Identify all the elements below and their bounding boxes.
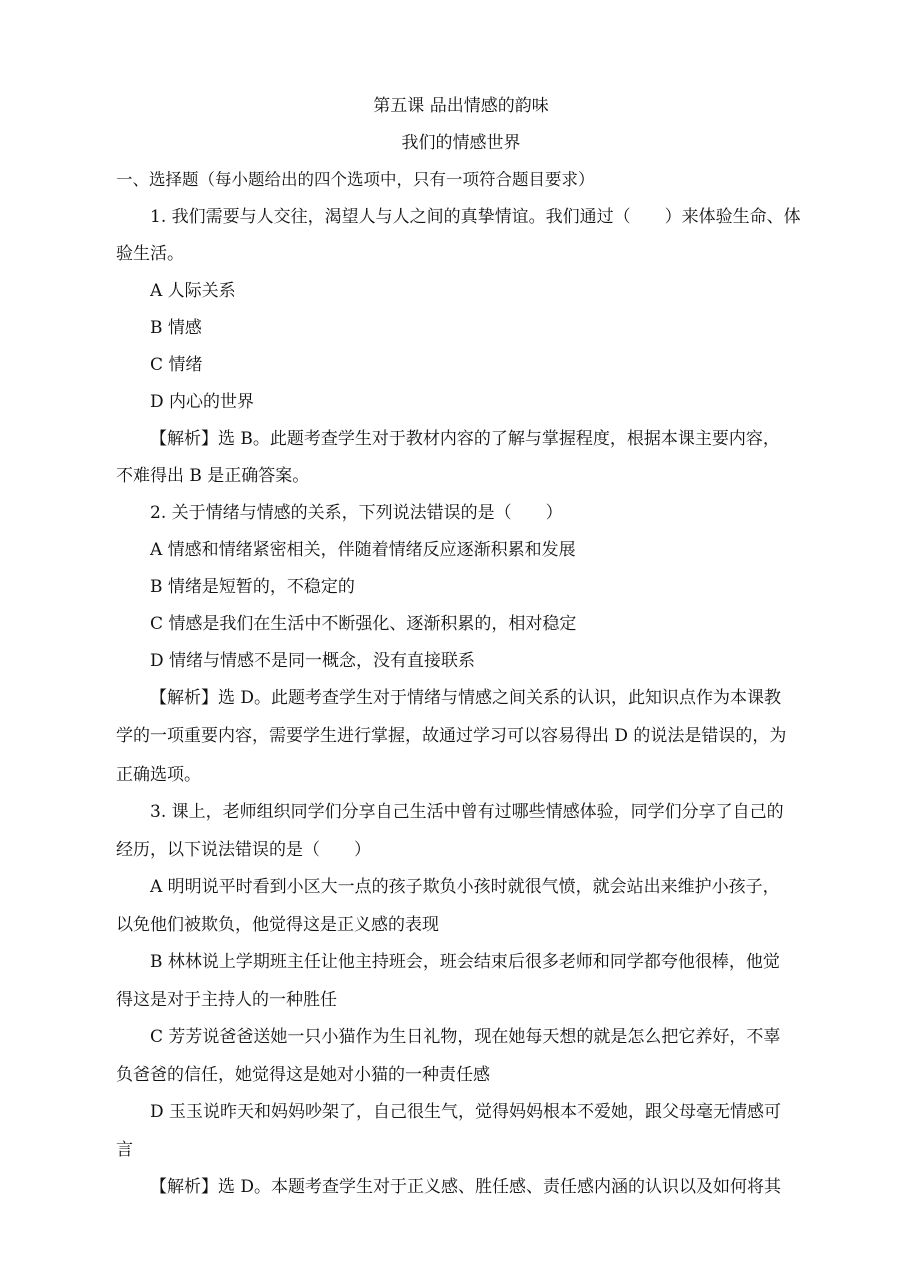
question-3-option-b-line-2: 得这是对于主持人的一种胜任 <box>116 990 337 1010</box>
question-1-option-a: A 人际关系 <box>150 281 236 301</box>
question-3-option-d-line-1: D 玉玉说昨天和妈妈吵架了，自己很生气，觉得妈妈根本不爱她，跟父母毫无情感可 <box>150 1102 782 1122</box>
question-1-option-b: B 情感 <box>150 318 202 338</box>
question-3-analysis-line-1: 【解析】选 D。本题考查学生对于正义感、胜任感、责任感内涵的认识以及如何将其 <box>150 1177 782 1197</box>
question-2-stem: 2. 关于情绪与情感的关系，下列说法错误的是（ ） <box>150 503 563 523</box>
question-3-option-a-line-2: 以免他们被欺负，他觉得这是正义感的表现 <box>116 915 439 935</box>
question-2-option-d: D 情绪与情感不是同一概念，没有直接联系 <box>150 651 476 671</box>
question-3-option-c-line-1: C 芳芳说爸爸送她一只小猫作为生日礼物，现在她每天想的就是怎么把它养好，不辜 <box>150 1027 781 1047</box>
question-1-stem-line-2: 验生活。 <box>116 244 184 264</box>
question-3-option-b-line-1: B 林林说上学期班主任让他主持班会，班会结束后很多老师和同学都夸他很棒，他觉 <box>150 952 780 972</box>
question-2-option-a: A 情感和情绪紧密相关，伴随着情绪反应逐渐积累和发展 <box>150 540 576 560</box>
question-1-option-d: D 内心的世界 <box>150 392 255 412</box>
lesson-subtitle: 我们的情感世界 <box>401 133 521 153</box>
question-2-option-c: C 情感是我们在生活中不断强化、逐渐积累的，相对稳定 <box>150 614 577 634</box>
question-1-option-c: C 情绪 <box>150 355 203 375</box>
section-heading: 一、选择题（每小题给出的四个选项中，只有一项符合题目要求） <box>116 170 595 189</box>
question-2-analysis-line-1: 【解析】选 D。此题考查学生对于情绪与情感之间关系的认识，此知识点作为本课教 <box>150 688 782 708</box>
question-3-option-d-line-2: 言 <box>116 1140 133 1160</box>
question-2-analysis-line-3: 正确选项。 <box>116 765 201 785</box>
question-3-option-a-line-1: A 明明说平时看到小区大一点的孩子欺负小孩时就很气愤，就会站出来维护小孩子， <box>150 877 780 897</box>
lesson-title: 第五课 品出情感的韵味 <box>373 96 549 116</box>
question-1-analysis-line-1: 【解析】选 B。此题考查学生对于教材内容的了解与掌握程度，根据本课主要内容， <box>150 429 780 449</box>
question-1-stem-line-1: 1. 我们需要与人交往，渴望人与人之间的真挚情谊。我们通过（ ）来体验生命、体 <box>150 207 801 227</box>
question-2-option-b: B 情绪是短暂的，不稳定的 <box>150 577 355 597</box>
question-3-option-c-line-2: 负爸爸的信任，她觉得这是她对小猫的一种责任感 <box>116 1065 490 1085</box>
question-2-analysis-line-2: 学的一项重要内容，需要学生进行掌握，故通过学习可以容易得出 D 的说法是错误的，为 <box>116 726 787 746</box>
question-3-stem-line-1: 3. 课上，老师组织同学们分享自己生活中曾有过哪些情感体验，同学们分享了自己的 <box>150 802 784 822</box>
question-1-analysis-line-2: 不难得出 B 是正确答案。 <box>116 466 310 486</box>
question-3-stem-line-2: 经历，以下说法错误的是（ ） <box>116 840 371 860</box>
